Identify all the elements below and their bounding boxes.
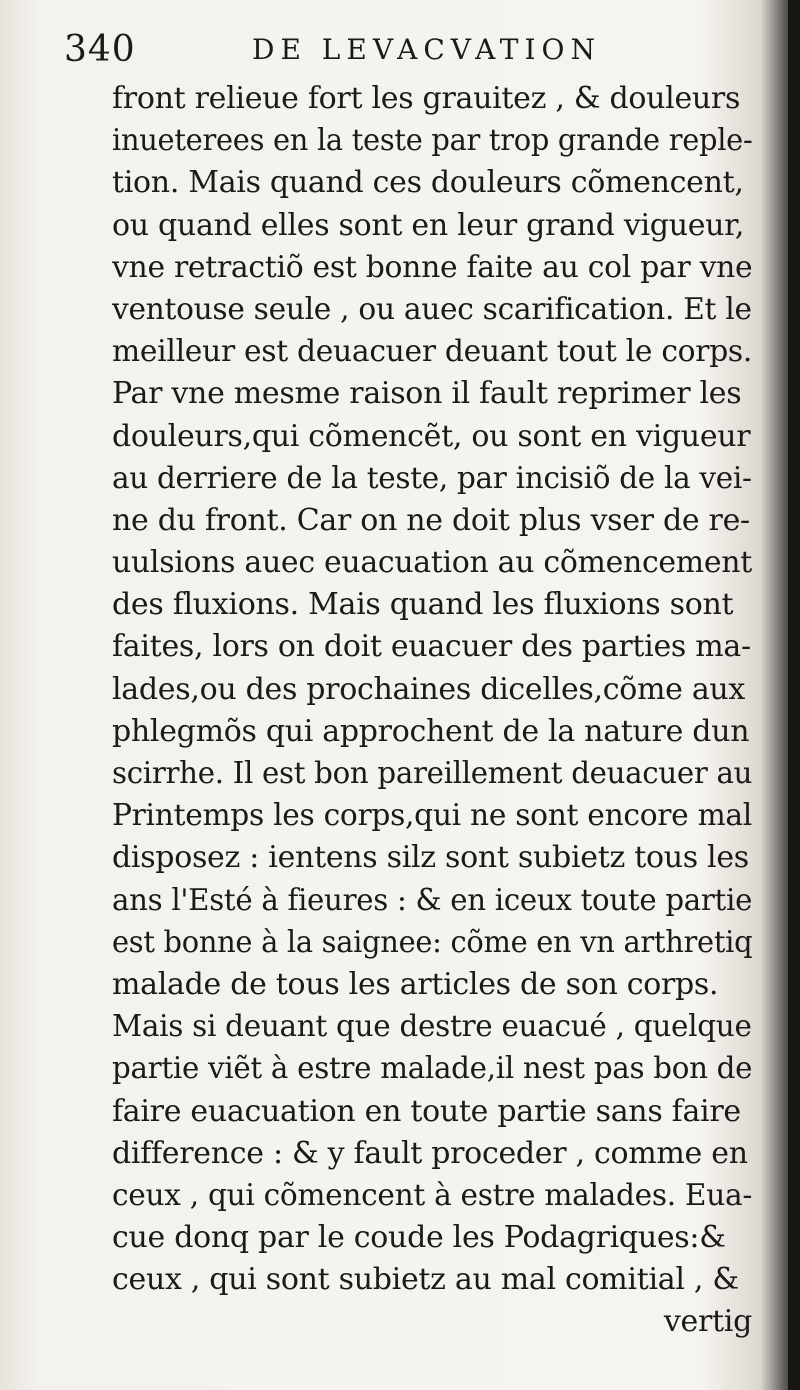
text-line: ventouse seule , ou auec scarification. Et le bbox=[112, 291, 752, 327]
text-line: front relieue fort les grauitez , & douleurs bbox=[112, 81, 741, 116]
text-line: ne du front. Car on ne doit plus vser de re- bbox=[112, 502, 750, 538]
text-line: scirrhe. Il est bon pareillement deuacuer au bbox=[112, 756, 753, 791]
text-line: ceux , qui sont subietz au mal comitial , & bbox=[112, 1262, 739, 1298]
text-line: meilleur est deuacuer deuant tout le corps. bbox=[112, 334, 753, 370]
catchword: vertig bbox=[663, 1304, 752, 1340]
page-edge-shadow bbox=[788, 0, 800, 1390]
text-line: faire euacuation en toute partie sans faire bbox=[112, 1093, 741, 1129]
page-header bbox=[62, 28, 742, 72]
text-line: partie viẽt à estre malade,il nest pas bon de bbox=[112, 1051, 753, 1087]
text-line: au derriere de la teste, par incisiõ de la vei- bbox=[112, 460, 752, 496]
text-line: phlegmõs qui approchent de la nature dun bbox=[112, 713, 750, 749]
text-line: Mais si deuant que destre euacué , quelque bbox=[112, 1009, 752, 1045]
running-head: DE LEVACVATION bbox=[252, 33, 601, 66]
text-line: malade de tous les articles de son corps. bbox=[112, 966, 719, 1002]
text-line: ans l'Esté à fieures : & en iceux toute partie bbox=[112, 882, 753, 918]
text-line: Par vne mesme raison il fault reprimer les bbox=[112, 376, 742, 412]
text-line: tion. Mais quand ces douleurs cõmencent, bbox=[112, 165, 744, 201]
text-line: ceux , qui cõmencent à estre malades. Eua- bbox=[112, 1177, 753, 1213]
text-line: vne retractiõ est bonne faite au col par vne bbox=[112, 249, 753, 285]
body-text bbox=[112, 78, 752, 1344]
text-line: disposez : ientens silz sont subietz tous les bbox=[112, 840, 749, 876]
text-line: inueterees en la teste par trop grande reple- bbox=[112, 123, 753, 159]
text-line: Printemps les corps,qui ne sont encore mal bbox=[112, 798, 753, 834]
page-number: 340 bbox=[64, 29, 136, 70]
text-line: faites, lors on doit euacuer des parties ma- bbox=[112, 629, 751, 665]
text-line: lades,ou des prochaines dicelles,cõme aux bbox=[112, 671, 746, 707]
text-line: douleurs,qui cõmencẽt, ou sont en vigueur bbox=[112, 418, 751, 454]
text-line: est bonne à la saignee: cõme en vn arthretiq bbox=[112, 924, 753, 960]
text-line: ou quand elles sont en leur grand vigueur, bbox=[112, 207, 745, 243]
text-line: cue donq par le coude les Podagriques:& bbox=[112, 1220, 726, 1256]
text-line: des fluxions. Mais quand les fluxions sont bbox=[112, 587, 734, 623]
text-line: difference : & y fault proceder , comme en bbox=[112, 1135, 748, 1171]
text-line: uulsions auec euacuation au cõmencement bbox=[112, 545, 752, 581]
